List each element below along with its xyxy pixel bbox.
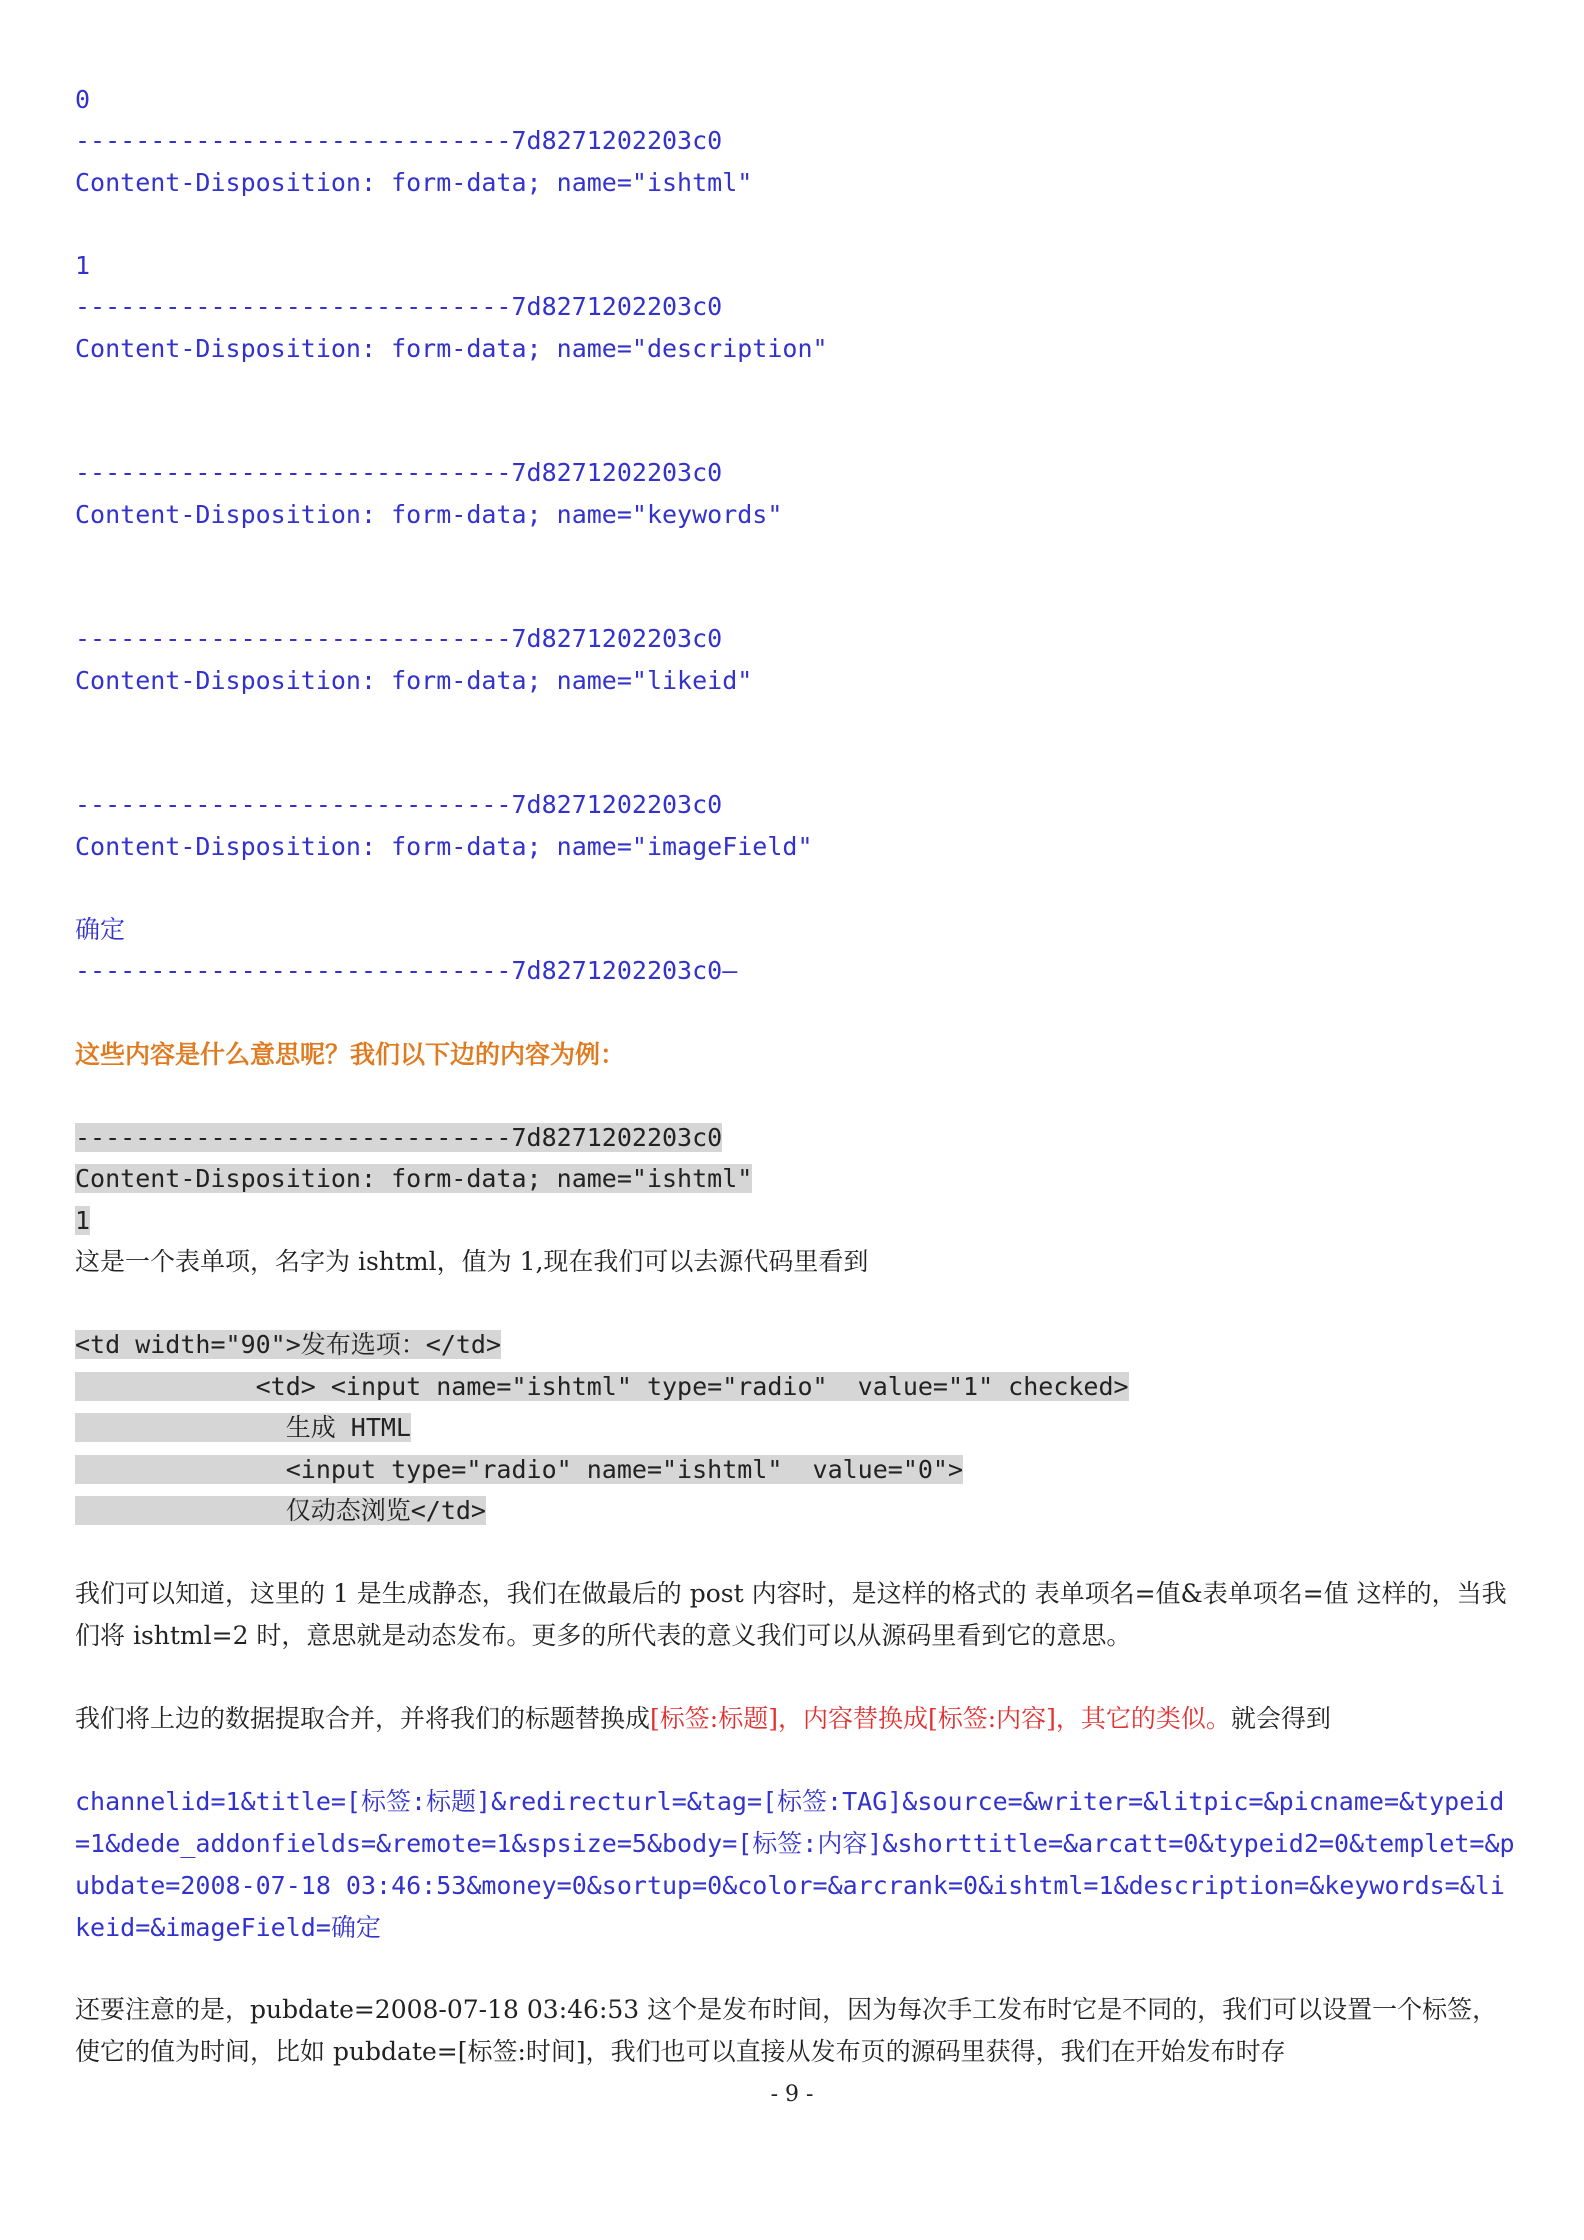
- boundary-line: -----------------------------7d8271202203c0: [75, 292, 723, 321]
- highlighted-text: -----------------------------7d8271202203c0: [75, 1123, 723, 1152]
- highlighted-text: <td> <input name="ishtml" type="radio" value="1" checked>: [75, 1372, 1129, 1401]
- highlighted-red-text: [标签:标题]，内容替换成[标签:内容]，其它的类似。: [650, 1704, 1231, 1733]
- example-disposition-line: [75, 1162, 752, 1196]
- boundary-line: -----------------------------7d8271202203c0: [75, 458, 723, 487]
- highlighted-text: 生成 HTML: [75, 1413, 411, 1442]
- merge-text: 我们将上边的数据提取合并，并将我们的标题替换成: [75, 1704, 651, 1733]
- post-data-string: channelid=1&title=[标签:标题]&redirecturl=&tag=[标签:TAG]&source=&writer=&litpic=&picname=&typeid=1&dede_addonfields=&remote=1&spsize=5&body=[标签:内容]&shorttitle=&arcatt=0&typeid2=0&templet=&pubdate=2008-07-18 03:46:53&money=0&sortup=0&color=&arcrank=0&ishtml=1&description=&keywords=&likeid=&imageField=确定: [75, 1787, 1515, 1942]
- highlighted-text: <td width="90">发布选项：</td>: [75, 1330, 502, 1359]
- explanation-paragraph: 我们可以知道，这里的 1 是生成静态，我们在做最后的 post 内容时，是这样的格式的 表单项名=值&表单项名=值 这样的，当我们将 ishtml=2 时，意思就是动态发布。更多的所代表的意义我们可以从源码里看到它的意思。: [75, 1579, 1507, 1650]
- source-code-line: [75, 1370, 1129, 1404]
- pubdate-paragraph: 还要注意的是，pubdate=2008-07-18 03:46:53 这个是发布时间，因为每次手工发布时它是不同的，我们可以设置一个标签，使它的值为时间，比如 pubdate=[标签:时间]，我们也可以直接从发布页的源码里获得，我们在开始发布时存: [75, 1995, 1498, 2066]
- source-code-line: [75, 1411, 411, 1445]
- boundary-line: -----------------------------7d8271202203c0: [75, 624, 723, 653]
- content-disposition-line: Content-Disposition: form-data; name="keywords": [75, 500, 783, 529]
- source-code-line: [75, 1328, 501, 1362]
- example-explanation: 这是一个表单项，名字为 ishtml，值为 1,现在我们可以去源代码里看到: [75, 1247, 869, 1276]
- highlighted-text: Content-Disposition: form-data; name="ishtml": [75, 1164, 753, 1193]
- form-value-line: 1: [75, 251, 91, 280]
- merge-text-end: 就会得到: [1230, 1704, 1331, 1733]
- highlighted-text: 仅动态浏览</td>: [75, 1496, 486, 1525]
- boundary-end-line: -----------------------------7d8271202203c0—: [75, 956, 738, 985]
- example-value-line: [75, 1204, 90, 1238]
- page-number: - 9 -: [770, 2082, 814, 2107]
- boundary-line: -----------------------------7d8271202203c0: [75, 126, 723, 155]
- question-heading: 这些内容是什么意思呢？我们以下边的内容为例：: [75, 1040, 626, 1069]
- content-disposition-line: Content-Disposition: form-data; name="description": [75, 334, 828, 363]
- merge-paragraph: [75, 1698, 1515, 1740]
- highlighted-text: 1: [75, 1206, 91, 1235]
- content-disposition-line: Content-Disposition: form-data; name="ishtml": [75, 168, 753, 197]
- source-code-line: [75, 1453, 963, 1487]
- form-value-line: 确定: [75, 915, 126, 944]
- boundary-line: -----------------------------7d8271202203c0: [75, 790, 723, 819]
- example-boundary-line: [75, 1121, 722, 1155]
- content-disposition-line: Content-Disposition: form-data; name="likeid": [75, 666, 753, 695]
- content-disposition-line: Content-Disposition: form-data; name="imageField": [75, 832, 813, 861]
- source-code-line: [75, 1494, 486, 1528]
- highlighted-text: <input type="radio" name="ishtml" value="0">: [75, 1455, 964, 1484]
- form-value-line: 0: [75, 85, 91, 114]
